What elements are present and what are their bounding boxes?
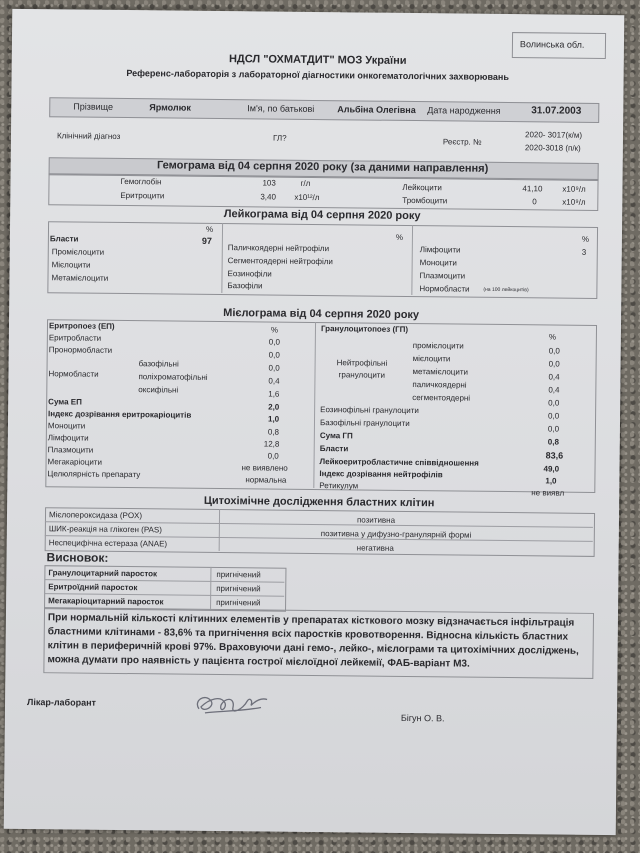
hb-value: 103 <box>262 178 276 188</box>
my-metamyelocytes-value: 0,4 <box>548 372 560 382</box>
my-leuko-ery-ratio-label: Лейкоеритробластичне співвідношення <box>319 457 479 468</box>
my-pronormoblasts-value: 0,0 <box>268 350 280 360</box>
my-reticulum-value: не виявл <box>531 488 565 498</box>
conclusion-megakaryo-label: Мегакаріоцитарний паросток <box>48 596 164 607</box>
leuko-segmented-label: Сегментоядерні нейтрофіли <box>227 256 333 267</box>
cyto-pas-label: ШИК-реакція на глікоген (PAS) <box>48 524 162 535</box>
my-sum-ep-value: 2,0 <box>268 402 280 412</box>
myelogram-title: Мієлограма від 04 серпня 2020 року <box>223 307 420 322</box>
my-neutro-group-2: гранулоцити <box>338 370 385 380</box>
plt-label: Тромбоцити <box>402 195 448 206</box>
conclusion-text: При нормальній кількості клітинних елементів у препаратах кісткового мозку відзначається інфільтрація бластними клітинами - 83,6% та пригнічення всіх паростків кровотворення. Відносна кількість бластних клітин в периферичній крові 97%. Враховуючи дані гемо-, лейко-, мієлограми та цитохімічних досліджень, можна думати про наявність у пацієнта гострої мієлоїдної лейкемії, ФАБ-варіант М3. <box>47 612 579 670</box>
diagnosis-label: Клінічний діагноз <box>56 131 121 141</box>
conclusion-erythro-label: Еритроїдний паросток <box>48 582 138 593</box>
leuko-plasmocytes-label: Плазмоцити <box>419 271 466 281</box>
my-oxyphilic-value: 1,6 <box>268 389 280 399</box>
reg-label: Реєстр. № <box>442 137 482 147</box>
my-basophilic-value: 0,0 <box>268 363 280 373</box>
leuko-basophils-label: Базофіли <box>227 281 263 291</box>
my-megakaryocytes-value: не виявлено <box>241 463 288 473</box>
reg-value-1: 2020- 3017(к/м) <box>524 130 583 140</box>
my-blasts-value: 83,6 <box>545 450 564 461</box>
leuko-blasts-value: 97 <box>201 235 212 246</box>
hb-label: Гемоглобін <box>120 176 162 187</box>
my-band-label: паличкоядерні <box>412 380 467 390</box>
dob-label: Дата народження <box>427 105 501 116</box>
my-neutro-index-label: Індекс дозрівання нейтрофілів <box>319 469 443 480</box>
my-metamyelocytes-label: метамієлоцити <box>412 367 469 377</box>
leuko-lymphocytes-value: 3 <box>581 247 587 257</box>
leuko-myelocytes-label: Мієлоцити <box>51 260 91 270</box>
patient-row <box>49 97 599 123</box>
leuko-normoblasts-label: Нормобласти <box>419 284 470 294</box>
my-polychromatophilic-value: 0,4 <box>268 376 280 386</box>
wbc-label: Лейкоцити <box>402 182 442 193</box>
leuko-blasts-label: Бласти <box>49 234 79 244</box>
cyto-pas-value: позитивна у дифузно-гранулярній формі <box>320 529 472 540</box>
rbc-value: 3,40 <box>260 192 276 202</box>
surname-value: Ярмолюк <box>149 102 191 113</box>
conclusion-granulo-label: Гранулоцитарний паросток <box>48 568 158 579</box>
my-erythroblasts-value: 0,0 <box>268 337 281 347</box>
lab-subtitle: Референс-лабораторія з лабораторної діагностики онкогематологічних захворювань <box>126 68 509 83</box>
my-myelocytes-value: 0,0 <box>548 359 560 369</box>
my-band-value: 0,4 <box>548 385 560 395</box>
hb-unit: г/л <box>300 178 311 188</box>
my-cellularity-value: нормальна <box>245 475 287 485</box>
leukogram-pct-1: % <box>205 224 214 234</box>
reg-value-2: 2020-3018 (п/к) <box>524 143 581 153</box>
my-myelocytes-label: мієлоцити <box>412 354 451 364</box>
wbc-unit: х10⁹/л <box>562 184 586 194</box>
leukogram-pct-3: % <box>581 234 590 244</box>
my-normoblasts-group: Нормобласти <box>48 369 99 379</box>
my-segmented-value: 0,0 <box>548 398 560 408</box>
my-lymphocytes-value: 12,8 <box>263 439 280 449</box>
diagnosis-value: ГЛ? <box>272 133 287 143</box>
my-eosinophil-gran-label: Еозинофільні гранулоцити <box>320 405 419 416</box>
plt-unit: х10⁹/л <box>562 197 586 207</box>
doctor-name: Бігун О. В. <box>400 712 445 724</box>
my-basophilic-label: базофільні <box>138 359 179 369</box>
my-neutro-group-1: Нейтрофільні <box>336 358 388 368</box>
name-value: Альбіна Олегівна <box>337 104 416 116</box>
my-promyelocytes-label: промієлоцити <box>412 341 464 351</box>
cyto-title: Цитохімічне дослідження бластних клітин <box>203 494 435 510</box>
gp-title: Гранулоцитопоез (ГП) <box>320 324 409 334</box>
my-polychromatophilic-label: поліхроматофільні <box>138 372 208 382</box>
my-ery-index-value: 1,0 <box>267 414 280 424</box>
rbc-label: Еритроцити <box>120 190 165 201</box>
leuko-normoblasts-note: (на 100 лейкоцитів) <box>483 286 529 294</box>
my-plasmocytes-value: 0,0 <box>267 451 279 461</box>
leuko-band-label: Паличкоядерні нейтрофіли <box>227 243 330 254</box>
leuko-eosinophils-label: Еозинофіли <box>227 269 272 279</box>
plt-value: 0 <box>532 197 537 207</box>
region-label: Волинська обл. <box>519 39 585 50</box>
leukogram-pct-2: % <box>395 232 404 242</box>
surname-label: Прізвище <box>73 101 114 112</box>
my-cellularity-label: Целюлярність препарату <box>47 469 141 480</box>
my-blasts-label: Бласти <box>319 444 349 454</box>
hemogram-title: Гемограма від 04 серпня 2020 року (за даними направлення) <box>156 159 489 175</box>
conclusion-granulo-value: пригнічений <box>216 569 261 580</box>
conclusion-megakaryo-value: пригнічений <box>216 597 261 608</box>
conclusion-erythro-value: пригнічений <box>216 583 261 594</box>
cyto-pox-label: Мієлопероксидаза (POX) <box>48 510 143 521</box>
my-pronormoblasts-label: Пронормобласти <box>48 345 113 355</box>
my-leuko-ery-ratio-value: 49,0 <box>543 464 560 474</box>
ep-title: Еритропоез (ЕП) <box>48 321 115 331</box>
my-basophil-gran-value: 0,0 <box>547 424 560 434</box>
my-reticulum-label: Ретикулум <box>319 481 359 491</box>
my-ery-index-label: Індекс дозрівання еритрокаріоцитів <box>48 409 192 420</box>
leuko-promyelocytes-label: Промієлоцити <box>51 247 105 257</box>
org-title: НДСЛ "ОХМАТДИТ" МОЗ України <box>228 53 407 67</box>
ep-pct: % <box>270 325 279 335</box>
my-eosinophil-gran-value: 0,0 <box>548 411 560 421</box>
my-lymphocytes-label: Лімфоцити <box>47 433 89 443</box>
leuko-monocytes-label: Моноцити <box>419 258 457 268</box>
gp-pct: % <box>548 332 557 342</box>
my-sum-ep-label: Сума ЕП <box>48 397 82 407</box>
my-neutro-index-value: 1,0 <box>545 476 557 486</box>
my-oxyphilic-label: оксифільні <box>138 385 179 395</box>
dob-value: 31.07.2003 <box>531 105 582 117</box>
leuko-lymphocytes-label: Лімфоцити <box>419 245 461 255</box>
my-sum-gp-value: 0,8 <box>547 437 559 447</box>
wbc-value: 41,10 <box>522 184 543 194</box>
rbc-unit: х10¹²/л <box>294 192 320 203</box>
my-promyelocytes-value: 0,0 <box>548 346 560 356</box>
leuko-metamyelocytes-label: Метамієлоцити <box>51 273 109 283</box>
my-erythroblasts-label: Еритробласти <box>48 333 102 343</box>
conclusion-title: Висновок: <box>46 550 109 565</box>
signature <box>191 687 281 722</box>
my-basophil-gran-label: Базофільні гранулоцити <box>319 418 410 429</box>
my-plasmocytes-label: Плазмоцити <box>47 445 94 455</box>
my-segmented-label: сегментоядерні <box>412 393 471 403</box>
doctor-label: Лікар-лаборант <box>26 697 97 708</box>
cyto-anae-value: негативна <box>356 543 394 553</box>
my-monocytes-label: Моноцити <box>47 421 86 431</box>
leukogram-title: Лейкограма від 04 серпня 2020 року <box>223 208 421 223</box>
cyto-pox-value: позитивна <box>356 515 396 525</box>
my-sum-gp-label: Сума ГП <box>319 431 353 441</box>
my-monocytes-value: 0,8 <box>267 427 280 437</box>
name-label: Ім'я, по батькові <box>247 103 315 114</box>
lab-report-sheet <box>4 9 625 835</box>
my-megakaryocytes-label: Мегакаріоцити <box>47 457 103 467</box>
cyto-anae-label: Неспецифічна естераза (ANAE) <box>48 538 168 549</box>
